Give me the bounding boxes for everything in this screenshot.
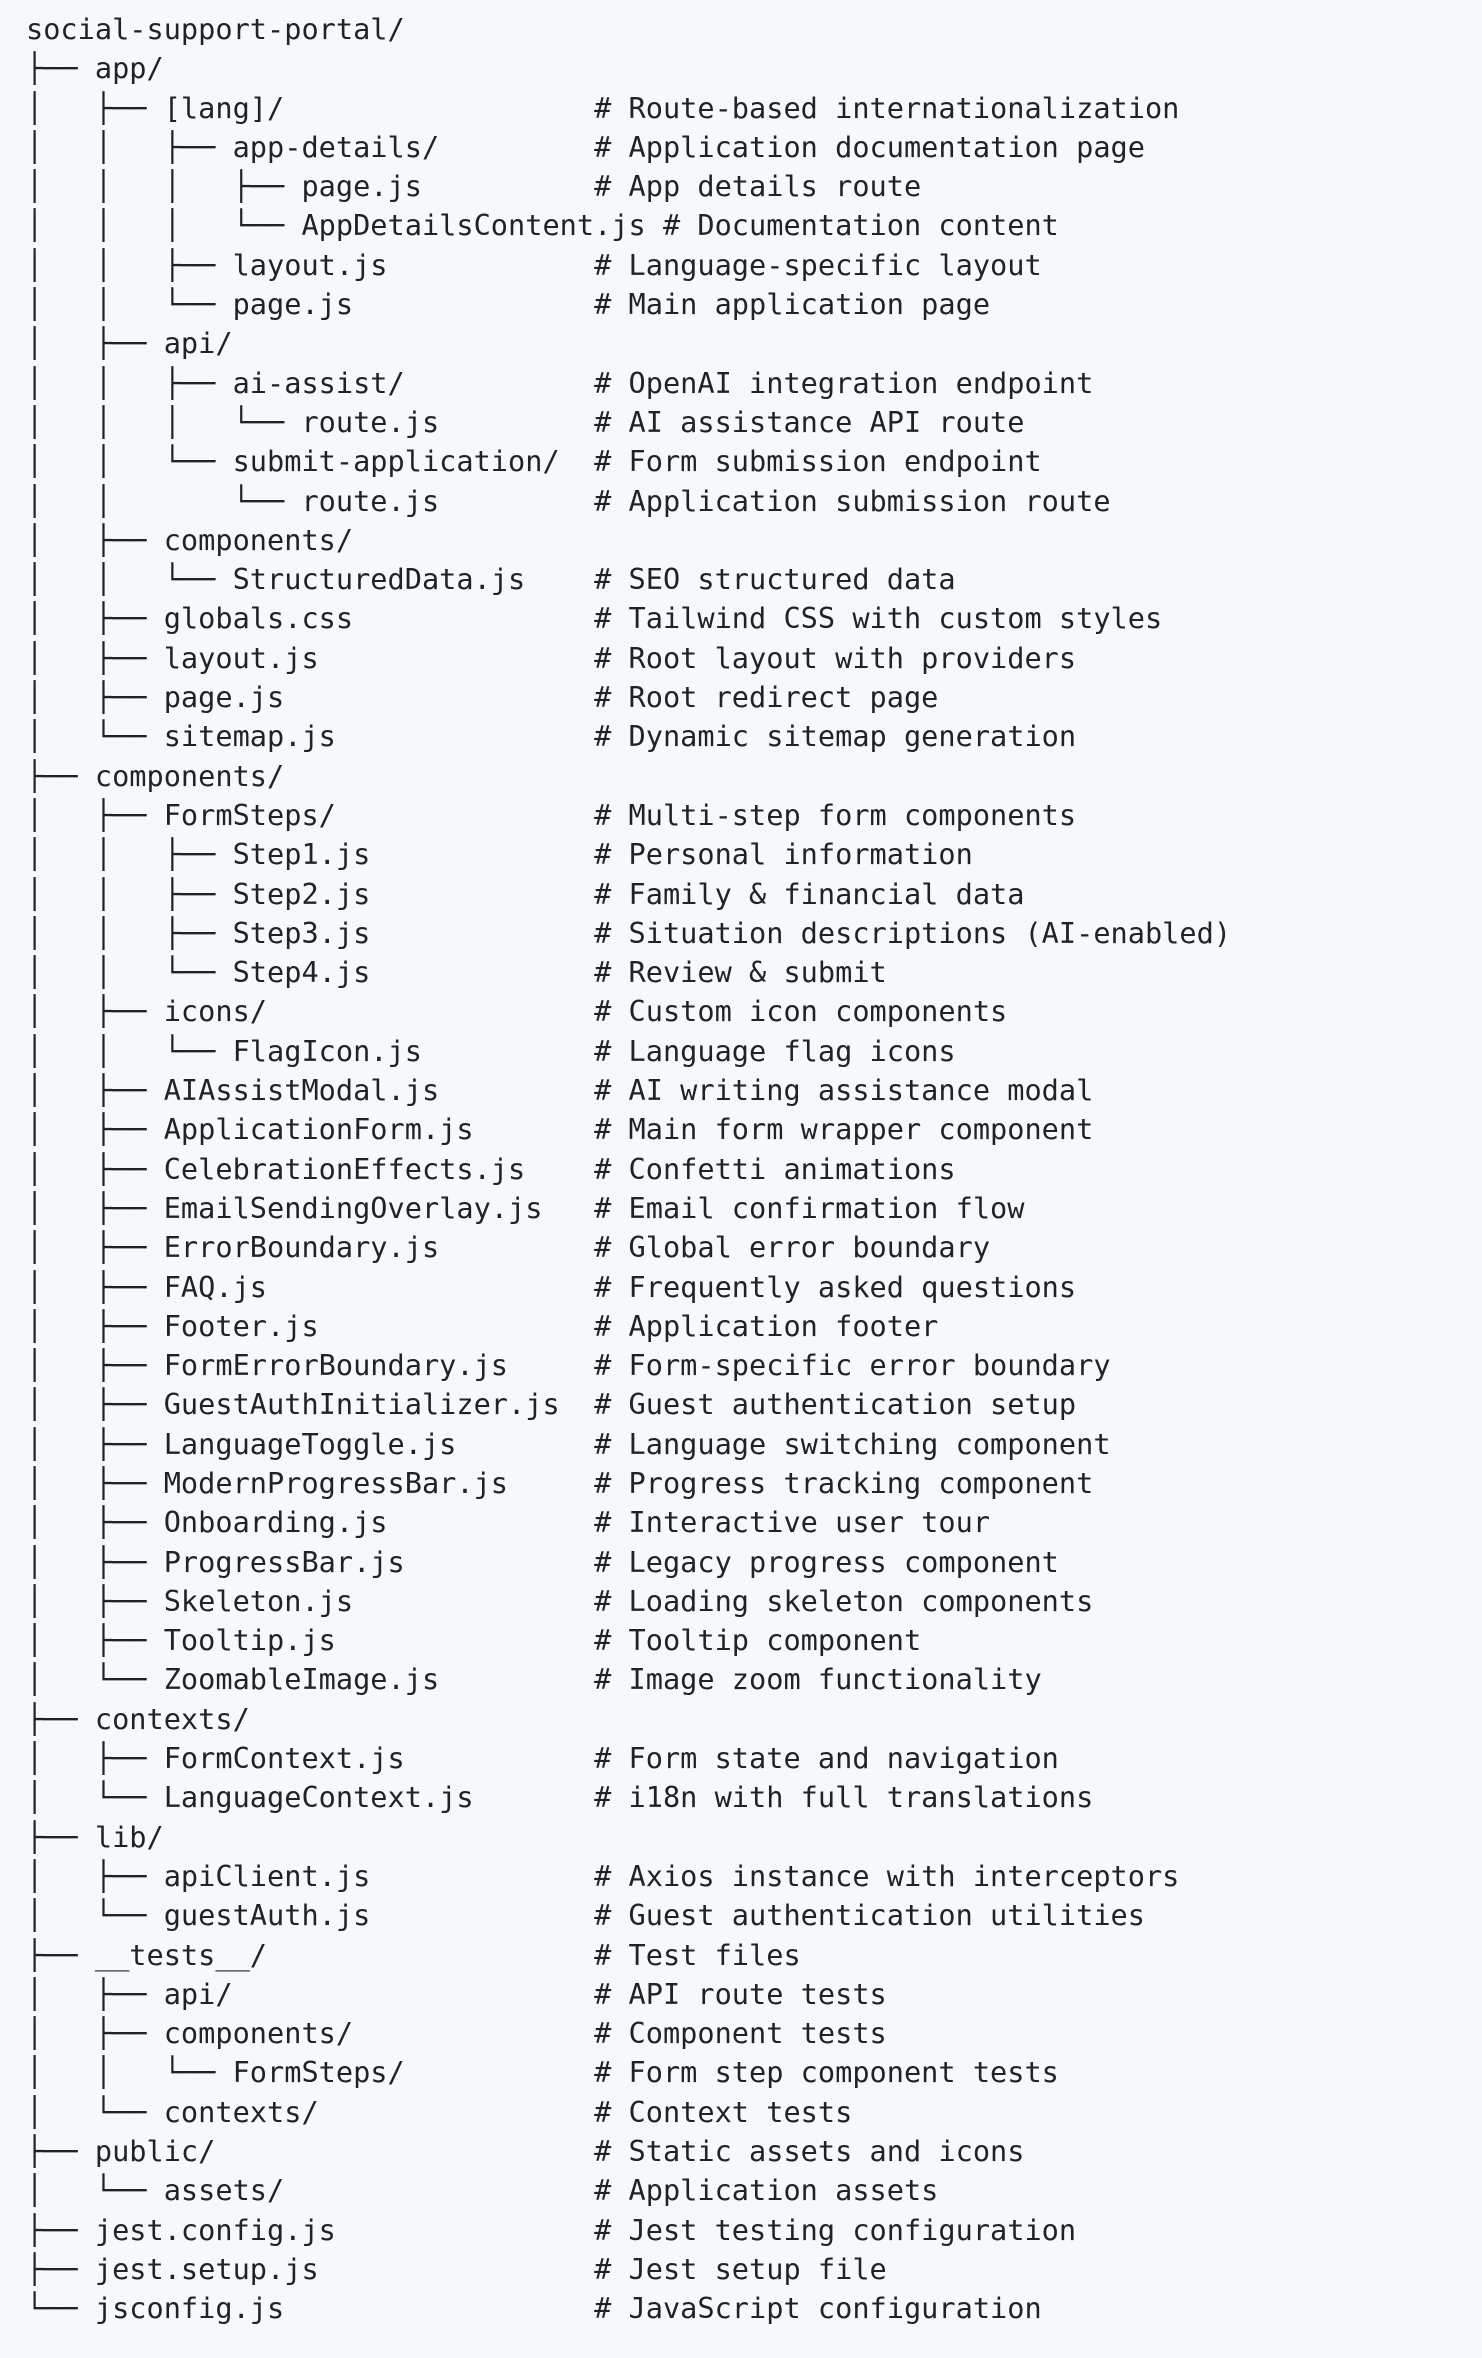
tree-line: │ │ ├── layout.js # Language-specific layout <box>26 247 1042 282</box>
tree-line: │ ├── apiClient.js # Axios instance with interceptors <box>26 1858 1180 1893</box>
tree-line: │ └── assets/ # Application assets <box>26 2173 939 2208</box>
tree-line: │ │ └── page.js # Main application page <box>26 287 991 322</box>
tree-line: ├── jest.setup.js # Jest setup file <box>26 2251 887 2286</box>
tree-line: │ ├── ErrorBoundary.js # Global error boundary <box>26 1230 991 1265</box>
tree-line: │ │ ├── Step2.js # Family & financial data <box>26 876 1025 911</box>
tree-line: │ │ ├── ai-assist/ # OpenAI integration endpoint <box>26 365 1094 400</box>
tree-line: │ │ │ ├── page.js # App details route <box>26 169 922 204</box>
tree-line: │ │ │ └── route.js # AI assistance API route <box>26 404 1025 439</box>
tree-line: │ │ └── Step4.js # Review & submit <box>26 955 887 990</box>
tree-line: └── jsconfig.js # JavaScript configuration <box>26 2291 1042 2326</box>
tree-line: │ └── LanguageContext.js # i18n with full translations <box>26 1780 1094 1815</box>
tree-line: │ └── guestAuth.js # Guest authentication utilities <box>26 1898 1145 1933</box>
tree-line: │ │ ├── Step1.js # Personal information <box>26 837 973 872</box>
tree-line: │ │ └── submit-application/ # Form submission endpoint <box>26 444 1042 479</box>
tree-line: │ ├── Tooltip.js # Tooltip component <box>26 1623 922 1658</box>
tree-line: │ ├── FormSteps/ # Multi-step form components <box>26 797 1077 832</box>
tree-line: │ └── ZoomableImage.js # Image zoom functionality <box>26 1662 1042 1697</box>
tree-line: │ ├── page.js # Root redirect page <box>26 680 939 715</box>
tree-line: │ │ └── FormSteps/ # Form step component tests <box>26 2055 1059 2090</box>
tree-line: │ │ ├── Step3.js # Situation descriptions (AI-enabled) <box>26 915 1232 950</box>
tree-lines <box>26 49 1482 2328</box>
tree-line: ├── __tests__/ # Test files <box>26 1937 801 1972</box>
tree-line: │ ├── GuestAuthInitializer.js # Guest authentication setup <box>26 1387 1077 1422</box>
tree-line: │ ├── EmailSendingOverlay.js # Email confirmation flow <box>26 1190 1025 1225</box>
tree-line: │ │ │ └── AppDetailsContent.js # Documentation content <box>26 208 1059 243</box>
tree-line: │ ├── components/ <box>26 522 354 557</box>
tree-line: │ ├── globals.css # Tailwind CSS with custom styles <box>26 601 1163 636</box>
tree-line: │ ├── FormContext.js # Form state and navigation <box>26 1741 1059 1776</box>
tree-line: │ ├── AIAssistModal.js # AI writing assistance modal <box>26 1073 1094 1108</box>
tree-line: │ ├── components/ # Component tests <box>26 2016 887 2051</box>
tree-line: │ │ └── StructuredData.js # SEO structured data <box>26 562 956 597</box>
tree-line: │ │ ├── app-details/ # Application documentation page <box>26 129 1145 164</box>
tree-line: │ ├── api/ <box>26 326 233 361</box>
tree-line: │ ├── Footer.js # Application footer <box>26 1308 939 1343</box>
tree-line: │ ├── Skeleton.js # Loading skeleton components <box>26 1583 1094 1618</box>
tree-line: │ ├── CelebrationEffects.js # Confetti animations <box>26 1151 956 1186</box>
tree-line: │ └── sitemap.js # Dynamic sitemap generation <box>26 719 1077 754</box>
tree-line: ├── lib/ <box>26 1819 164 1854</box>
tree-line: ├── contexts/ <box>26 1701 250 1736</box>
tree-line: │ ├── FormErrorBoundary.js # Form-specific error boundary <box>26 1348 1111 1383</box>
tree-line: │ │ └── route.js # Application submission route <box>26 483 1111 518</box>
tree-line: ├── jest.config.js # Jest testing configuration <box>26 2212 1077 2247</box>
tree-root: social-support-portal/ <box>26 12 405 46</box>
tree-line: │ ├── ProgressBar.js # Legacy progress component <box>26 1544 1059 1579</box>
tree-line: │ ├── icons/ # Custom icon components <box>26 994 1008 1029</box>
tree-line: │ ├── layout.js # Root layout with providers <box>26 640 1077 675</box>
tree-line: │ ├── [lang]/ # Route-based internationalization <box>26 90 1180 125</box>
tree-line: │ ├── LanguageToggle.js # Language switching component <box>26 1426 1111 1461</box>
tree-line: │ └── contexts/ # Context tests <box>26 2094 853 2129</box>
tree-line: │ ├── ApplicationForm.js # Main form wrapper component <box>26 1112 1094 1147</box>
tree-line: ├── components/ <box>26 758 285 793</box>
tree-line: │ ├── Onboarding.js # Interactive user tour <box>26 1505 991 1540</box>
tree-line: │ │ └── FlagIcon.js # Language flag icons <box>26 1033 956 1068</box>
tree-line: ├── app/ <box>26 51 164 86</box>
tree-line: │ ├── ModernProgressBar.js # Progress tracking component <box>26 1465 1094 1500</box>
tree-line: │ ├── api/ # API route tests <box>26 1976 887 2011</box>
tree-line: ├── public/ # Static assets and icons <box>26 2134 1025 2169</box>
tree-line: │ ├── FAQ.js # Frequently asked questions <box>26 1269 1077 1304</box>
